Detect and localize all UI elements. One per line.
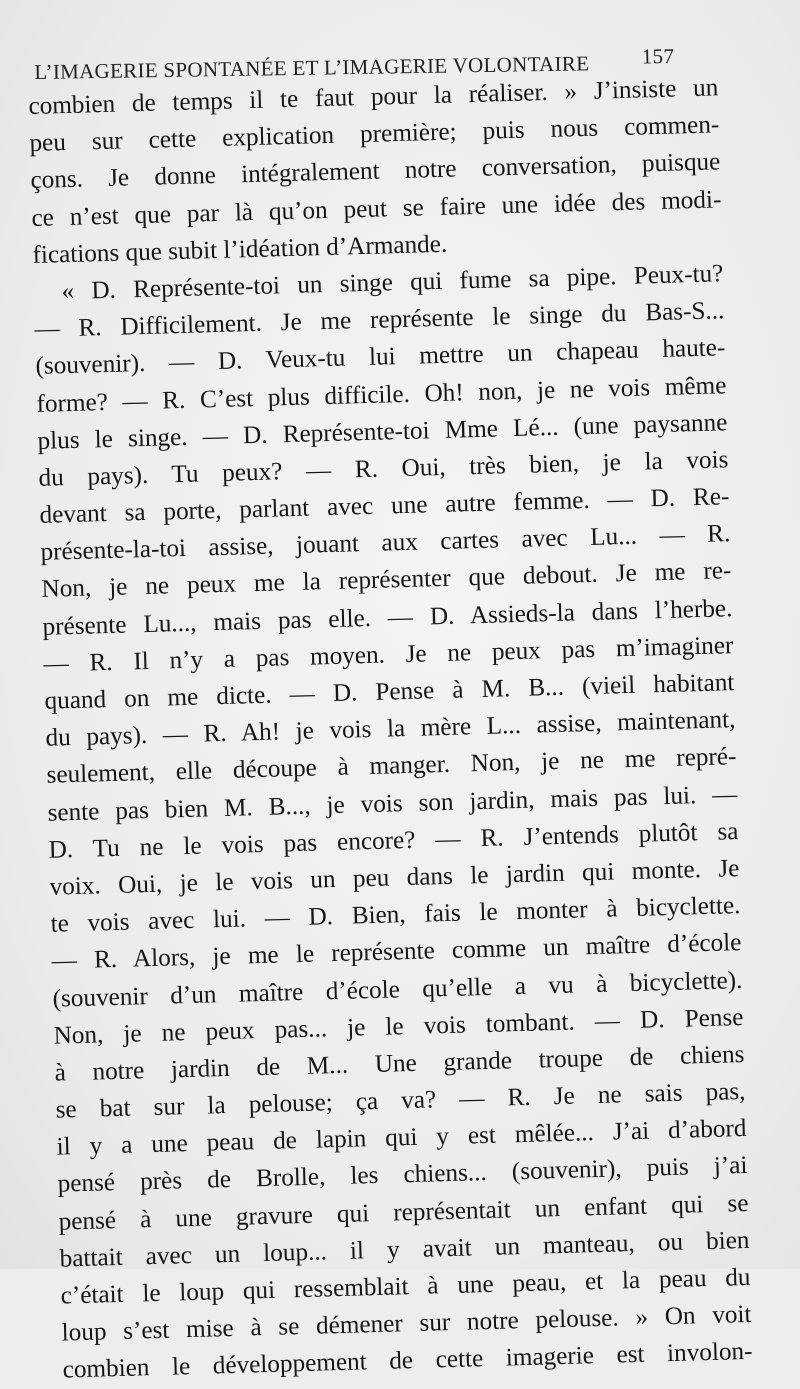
text-line: (souvenir d’un maître d’école qu’elle a vu à bicyclette).	[52, 966, 743, 1013]
text-line: (souvenir). — D. Veux-tu lui mettre un chapeau haute-	[35, 334, 726, 381]
text-line: seulement, elle découpe à manger. Non, je ne me repré-	[46, 743, 737, 790]
text-line: D. Tu ne le vois pas encore? — R. J’entends plutôt sa	[48, 817, 739, 864]
text-line: ce n’est que par là qu’on peut se faire une idée des modi-	[31, 185, 722, 232]
text-line: il y a une peau de lapin qui y est mêlée... J’ai d’abord	[56, 1115, 747, 1161]
text-line: à notre jardin de M... Une grande troupe de chiens	[54, 1040, 745, 1087]
text-line: loup s’est mise à se démener sur notre pelouse. » On voit	[61, 1301, 752, 1347]
text-line: fications que subit l’idéation d’Armande.	[32, 230, 448, 269]
text-line: se bat sur la pelouse; ça va? — R. Je ne sais pas,	[55, 1078, 746, 1124]
text-line: forme? — R. C’est plus difficile. Oh! non, je ne vois même	[36, 371, 727, 418]
text-line: pensé près de Brolle, les chiens... (souvenir), puis j’ai	[57, 1152, 748, 1199]
text-line: peu sur cette explication première; puis nous commen-	[29, 111, 720, 158]
text-line: plus le singe. — D. Représente-toi Mme Lé... (une paysanne	[37, 408, 728, 455]
text-line: du pays). — R. Ah! je vois la mère L... assise, maintenant,	[45, 706, 736, 752]
text-line: combien de temps il te faut pour la réaliser. » J’insiste un	[28, 74, 719, 120]
body-text	[28, 69, 753, 1389]
text-line: devant sa porte, parlant avec une autre femme. — D. Re-	[39, 483, 730, 529]
text-line: sente pas bien M. B..., je vois son jardin, mais pas lui. —	[47, 780, 738, 827]
text-line: — R. Difficilement. Je me représente le singe du Bas-S...	[34, 297, 725, 344]
text-line: te vois avec lui. — D. Bien, fais le monter à bicyclette.	[50, 892, 741, 938]
running-title: L’IMAGERIE SPONTANÉE ET L’IMAGERIE VOLONTAIRE	[34, 51, 590, 84]
text-line: — R. Alors, je me le représente comme un maître d’école	[51, 929, 742, 975]
text-line: battait avec un loup... il y avait un manteau, ou bien	[59, 1226, 750, 1273]
text-line: combien le développement de cette imagerie est involon-	[62, 1338, 753, 1384]
text-line: Non, je ne peux me la représenter que debout. Je me re-	[41, 557, 732, 604]
text-line: présente Lu..., mais pas elle. — D. Assieds-la dans l’herbe.	[42, 594, 733, 641]
text-line: Non, je ne peux pas... je le vois tombant. — D. Pense	[53, 1003, 744, 1050]
text-line: quand on me dicte. — D. Pense à M. B... (vieil habitant	[44, 669, 735, 715]
text-line: voix. Oui, je le vois un peu dans le jardin qui monte. Je	[49, 854, 740, 901]
page-number: 157	[641, 43, 675, 69]
text-line: çons. Je donne intégralement notre conversation, puisque	[30, 148, 721, 195]
text-line: — R. Il n’y a pas moyen. Je ne peux pas m’imaginer	[43, 631, 734, 678]
text-line: c’était le loup qui ressemblait à une peau, et la peau du	[60, 1263, 751, 1310]
text-line: « D. Représente-toi un singe qui fume sa pipe. Peux-tu?	[61, 260, 724, 306]
text-line: présente-la-toi assise, jouant aux cartes avec Lu... — R.	[40, 520, 731, 567]
text-line: du pays). Tu peux? — R. Oui, très bien, je la vois	[38, 446, 729, 492]
text-line: pensé à une gravure qui représentait un enfant qui se	[58, 1189, 749, 1236]
